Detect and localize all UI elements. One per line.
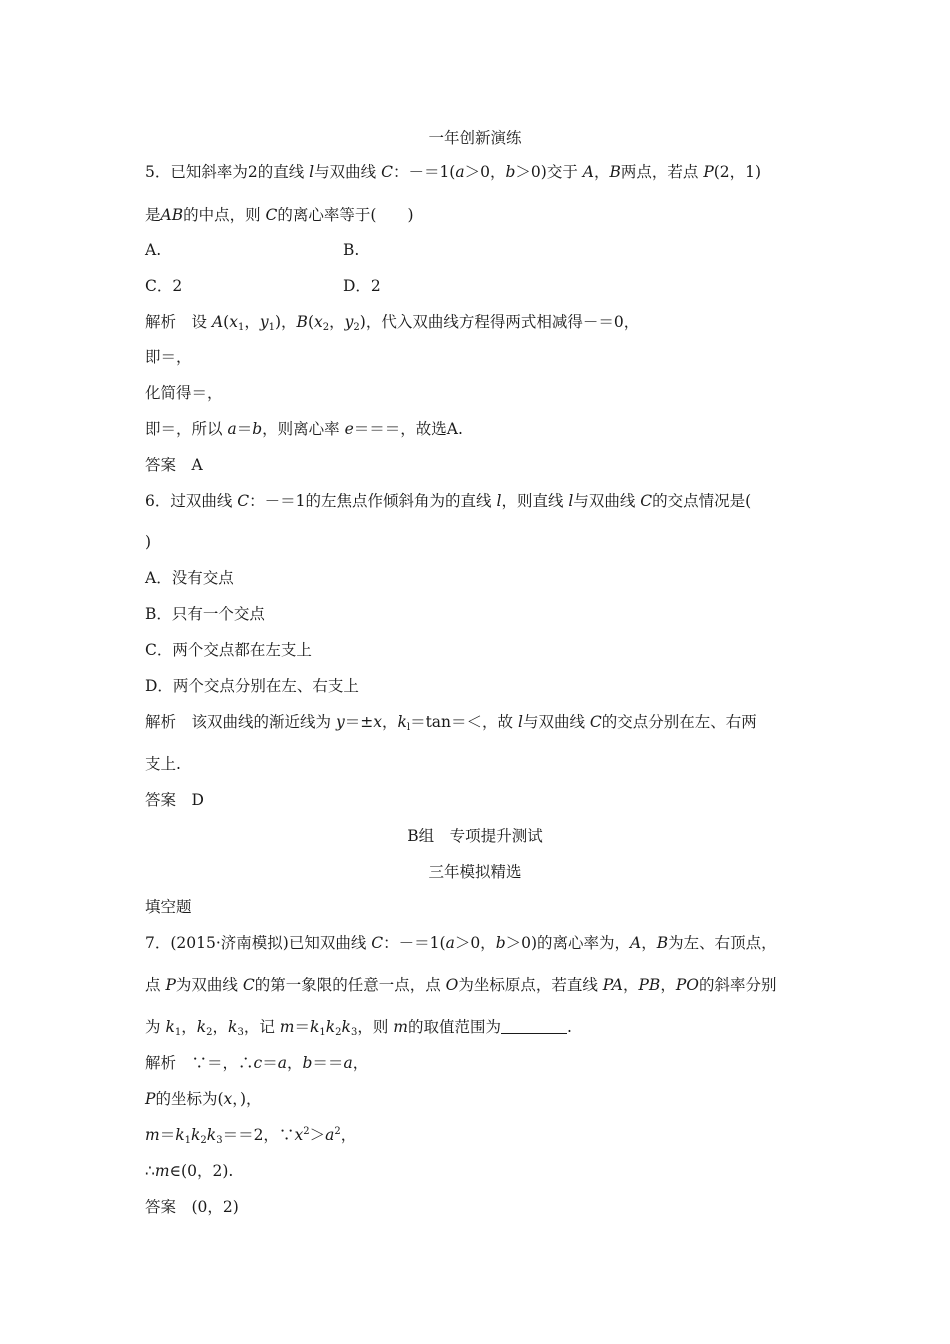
answer-6: 答案 D	[145, 791, 204, 809]
analysis-7-line-3: $m=k_1k_2k_3==2$，$\because x^2>a^2$，	[145, 1126, 357, 1146]
option-c: C．两个交点都在左支上	[145, 641, 312, 659]
question-5-line-2: 是AB的中点，则 C的离心率等于( )	[145, 206, 414, 224]
option-a: A.	[145, 241, 162, 259]
option-b: B.	[343, 241, 360, 259]
question-5-line-1: 5．已知斜率为2的直线 l与双曲线 C：－＝1(a＞0，b＞0)交于 A，B两点，若点 P(2，1)	[145, 163, 762, 181]
analysis-5-line-3: 化简得＝，	[145, 384, 223, 402]
option-d: D．两个交点分别在左、右支上	[145, 677, 359, 695]
option-a: A．没有交点	[145, 569, 234, 587]
analysis-5-line-4: 即＝，所以 a＝b，则离心率 e＝＝＝，故选A.	[145, 420, 463, 438]
analysis-6-line-1: 解析 该双曲线的渐近线为 y＝±x，$k_l=\tan=<$，故 l与双曲线 C的交点分别在左、右两	[145, 713, 757, 733]
analysis-7-line-1: 解析 ∵＝，∴c＝a，b＝＝a，	[145, 1054, 369, 1072]
question-6-line-2: )	[145, 533, 152, 551]
analysis-7-line-2: P的坐标为(x，)，	[145, 1090, 262, 1108]
question-7-line-1: 7．(2015·济南模拟)已知双曲线 C：－＝1(a＞0，b＞0)的离心率为，A，B为左、右顶点，	[145, 934, 777, 952]
analysis-7-line-4: ∴m∈(0，2).	[145, 1162, 234, 1180]
question-7-line-2: 点 P为双曲线 C的第一象限的任意一点，点 O为坐标原点，若直线 PA，PB，PO的斜率分别	[145, 976, 777, 994]
analysis-5-line-2: 即＝，	[145, 348, 192, 366]
option-c: C．2	[145, 277, 183, 295]
fill-blank-heading: 填空题	[145, 898, 192, 916]
answer-blank	[501, 1019, 567, 1034]
analysis-5-line-1: 解析 设 $A(x_1$，$y_1$)，$B(x_2$，$y_2$)，代入双曲线方程得两式相减得－＝0，	[145, 313, 640, 333]
group-title: B组 专项提升测试	[407, 827, 543, 845]
analysis-6-line-2: 支上.	[145, 755, 181, 773]
section-title: 三年模拟精选	[428, 863, 522, 881]
question-6-line-1: 6．过双曲线 C：－＝1的左焦点作倾斜角为的直线 l，则直线 l与双曲线 C的交点情况是(	[145, 492, 752, 510]
option-b: B．只有一个交点	[145, 605, 265, 623]
answer-5: 答案 A	[145, 456, 203, 474]
question-7-line-3: 为 $k_1$，$k_2$，$k_3$，记 $m=k_1k_2k_3$，则 m的取值范围为 .	[145, 1018, 572, 1038]
answer-7: 答案 (0，2)	[145, 1198, 239, 1216]
option-d: D．2	[343, 277, 381, 295]
section-title: 一年创新演练	[428, 129, 522, 147]
